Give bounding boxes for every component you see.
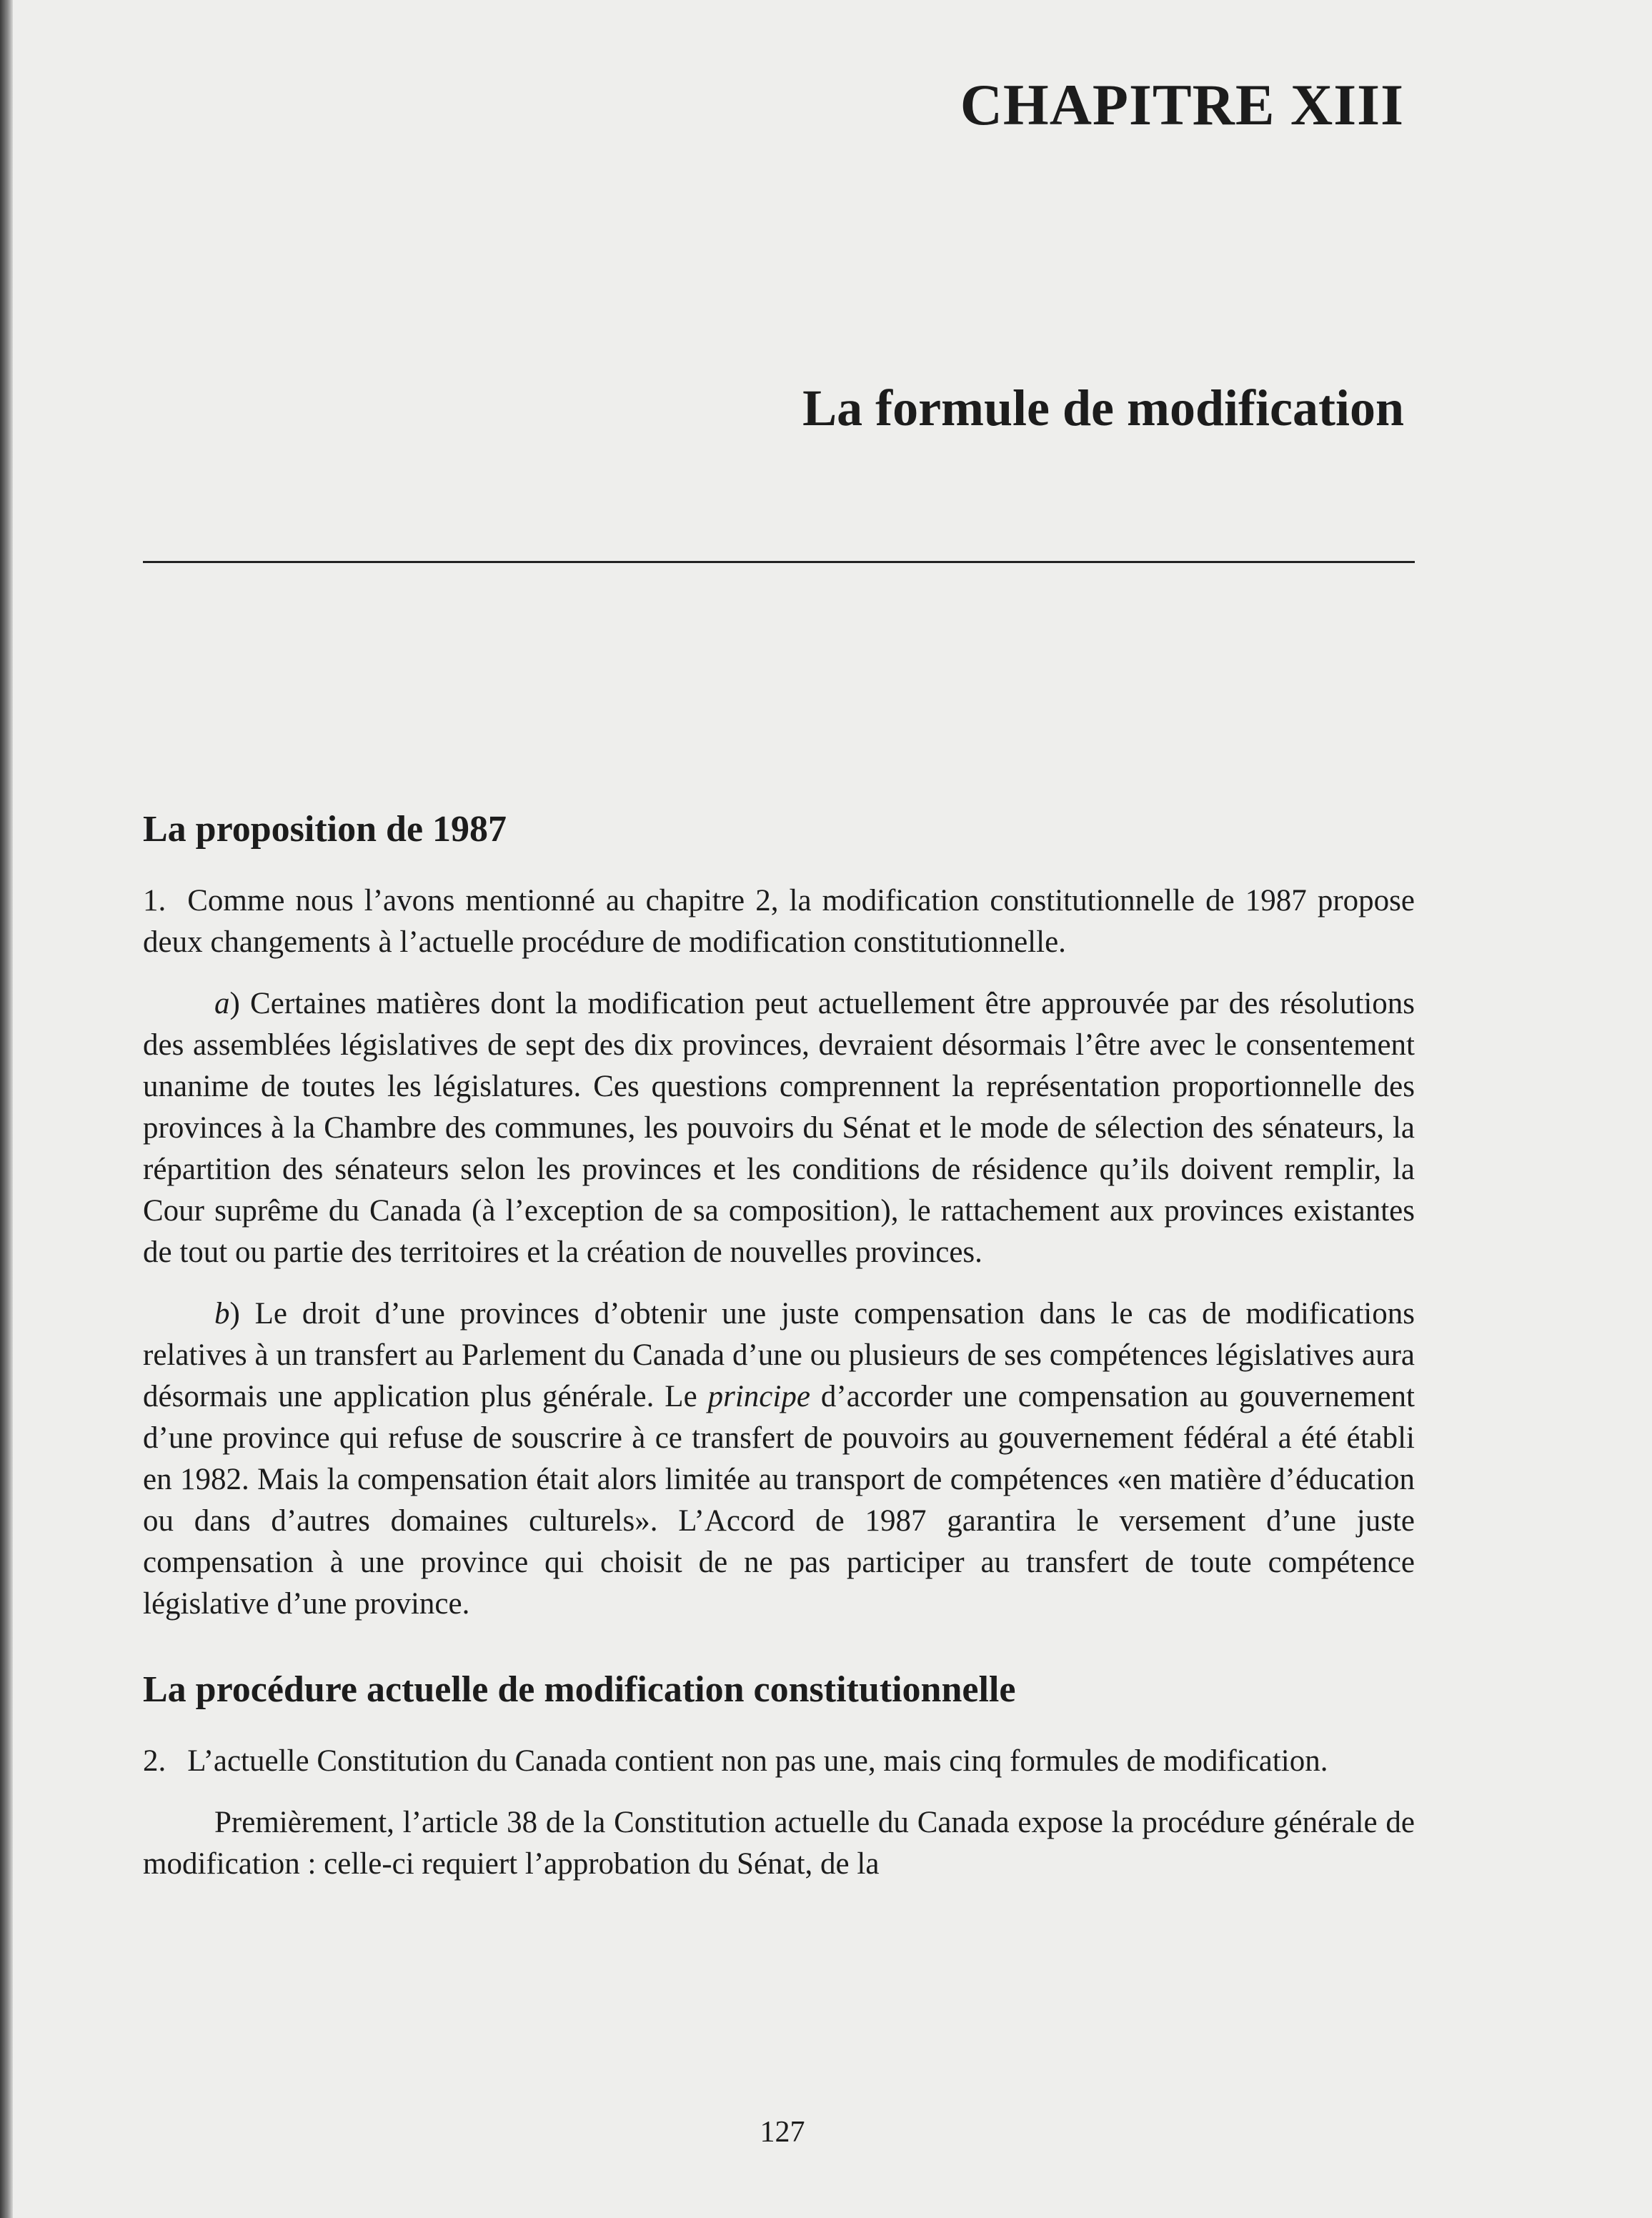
paragraph-b-text-2: d’accorder une compensation au gouvernement d’une province qui refuse de souscrire à ce transfert de pouvoirs au gouvernement fédéral a été établi en 1982. Mais la compensation était alors limitée au transport de compétences «en matière d’éducation ou dans d’autres domaines culturels». L’Accord de 1987 garantira le versement d’une juste compensation à une province qui choisit de ne pas participer au transfert de toute compétence législative d’une province. <box>143 1380 1415 1621</box>
paragraph-3: Premièrement, l’article 38 de la Constitution actuelle du Canada expose la procédure générale de modification : celle-ci requiert l’approbation du Sénat, de la <box>143 1806 1415 1881</box>
body-text <box>143 807 1415 1905</box>
paragraph-a <box>143 983 1415 1273</box>
paragraph-2 <box>143 1741 1415 1782</box>
paragraph-a-text: ) Certaines matières dont la modification peut actuellement être approuvée par des résolutions des assemblées législatives de sept des dix provinces, devraient désormais l’être avec le consentement unanime de toutes les législatures. Ces questions comprennent la représentation proportionnelle des provinces à la Chambre des communes, les pouvoirs du Sénat et le mode de sélection des sénateurs, la répartition des sénateurs selon les provinces et les conditions de résidence qu’ils doivent remplir, la Cour suprême du Canada (à l’exception de sa composition), le rattachement aux provinces existantes de tout ou partie des territoires et la création de nouvelles provinces. <box>143 987 1415 1269</box>
paragraph-b-marker: b <box>214 1297 230 1331</box>
paragraph-2-text: L’actuelle Constitution du Canada contient non pas une, mais cinq formules de modification. <box>187 1744 1328 1778</box>
page-number: 127 <box>760 2116 805 2149</box>
paragraph-b <box>143 1293 1415 1625</box>
title-rule <box>143 561 1415 563</box>
chapter-label: CHAPITRE XIII <box>960 72 1404 137</box>
book-binding-edge <box>0 0 13 2218</box>
paragraph-1-text: Comme nous l’avons mentionné au chapitre 2, la modification constitutionnelle de 1987 propose deux changements à l’actuelle procédure de modification constitutionnelle. <box>143 884 1415 959</box>
paragraph-1 <box>143 880 1415 963</box>
section-heading-1987-proposal: La proposition de 1987 <box>143 809 507 850</box>
chapter-title: La formule de modification <box>802 379 1404 437</box>
paragraph-a-marker: a <box>214 987 230 1020</box>
paragraph-number: 1. <box>143 884 166 917</box>
paragraph-number: 2. <box>143 1744 166 1778</box>
paragraph-b-italic: principe <box>707 1380 810 1413</box>
document-page <box>143 64 1422 2179</box>
section-heading-current-procedure: La procédure actuelle de modification constitutionnelle <box>143 1669 1016 1710</box>
paragraph-b-text-1: ) Le droit d’une provinces d’obtenir une juste compensation dans le cas de modifications relatives à un transfert au Parlement du Canada d’une ou plusieurs de ses compétences législatives aura désormais une application plus générale. Le <box>143 1297 1415 1413</box>
